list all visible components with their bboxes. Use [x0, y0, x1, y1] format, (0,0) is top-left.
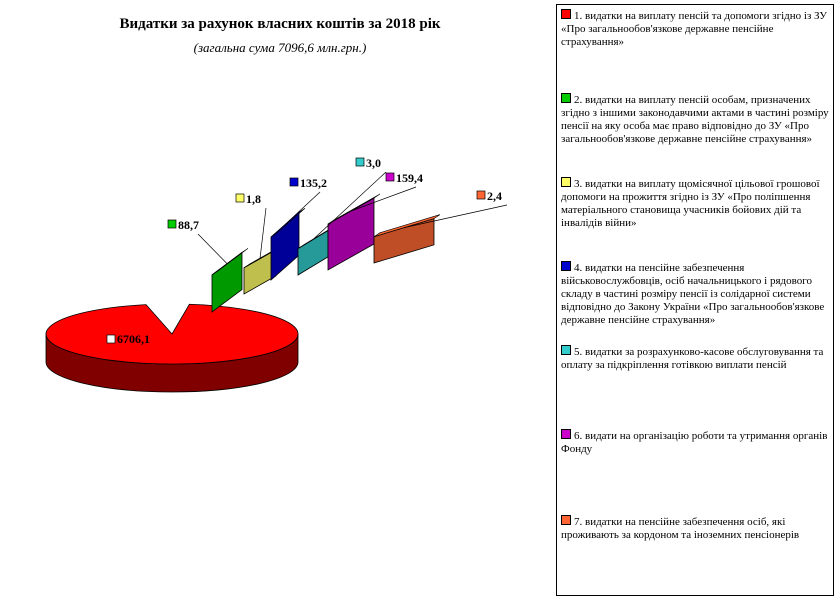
legend-item-4 — [561, 261, 831, 327]
legend-item-7 — [561, 515, 831, 542]
data-label-text: 159,4 — [396, 171, 423, 185]
legend-item-5 — [561, 345, 831, 372]
slice-4 — [271, 212, 299, 280]
legend-swatch — [561, 515, 571, 525]
data-label-swatch — [168, 220, 176, 228]
slice-2 — [212, 252, 242, 312]
data-label-swatch — [477, 191, 485, 199]
legend-swatch — [561, 345, 571, 355]
chart-title: Видатки за рахунок власних коштів за 2018 рік — [119, 16, 441, 32]
legend-item-6 — [561, 429, 831, 456]
data-label-text: 88,7 — [178, 218, 199, 232]
chart-subtitle: (загальна сума 7096,6 млн.грн.) — [193, 40, 367, 55]
slice-1 — [46, 304, 298, 364]
data-label-text: 135,2 — [300, 176, 327, 190]
slice-6 — [328, 198, 374, 270]
legend-label: 6. видати на організацію роботи та утримання органів Фонду — [561, 430, 828, 455]
legend-label: 2. видатки на виплату пенсій особам, призначених згідно з іншими законодавчими актами в частині розміру пенсії на яку особа має право відповідно до ЗУ «Про загальнообов'язкове державне пенсійне страхування» — [561, 94, 829, 145]
data-label-4 — [285, 176, 327, 225]
legend-swatch — [561, 9, 571, 19]
legend — [556, 4, 834, 596]
legend-item-3 — [561, 177, 831, 230]
data-label-3 — [236, 192, 266, 259]
legend-label: 7. видатки на пенсійне забезпечення осіб, які проживають за кордоном та іноземних пенсіонерів — [561, 516, 800, 541]
data-label-swatch — [236, 194, 244, 202]
legend-item-2 — [561, 93, 831, 146]
legend-label: 5. видатки за розрахунково-касове обслуговування та оплату за підкріплення готівкою виплати пенсій — [561, 346, 824, 371]
data-label-swatch — [356, 158, 364, 166]
slice-main-group — [46, 304, 298, 392]
slice-5 — [298, 230, 328, 275]
data-label-swatch — [386, 173, 394, 181]
slice-6-group — [328, 194, 380, 270]
data-label-2 — [168, 218, 227, 264]
legend-swatch — [561, 261, 571, 271]
data-label-text: 1,8 — [246, 192, 261, 206]
legend-label: 3. видатки на виплату щомісячної цільової грошової допомоги на прожиття згідно із ЗУ «Про поліпшення матеріального становища учасників бойових дій та інвалідів війни» — [561, 178, 820, 229]
data-label-swatch — [290, 178, 298, 186]
legend-swatch — [561, 429, 571, 439]
legend-label: 4. видатки на пенсійне забезпечення військовослужбовців, осіб начальницького і рядового складу в частині розміру пенсії із солідарної системи відповідно до Закону України «Про загальнообов'язкове державне пенсійне страхування» — [561, 262, 825, 326]
legend-item-1 — [561, 9, 831, 49]
data-label-text: 6706,1 — [117, 332, 150, 346]
slice-2-group — [212, 248, 248, 312]
legend-label: 1. видатки на виплату пенсій та допомоги згідно із ЗУ «Про загальнообов'язкове державне пенсійне страхування» — [561, 10, 828, 48]
legend-swatch — [561, 177, 571, 187]
data-label-text: 2,4 — [487, 189, 502, 203]
data-label-swatch — [107, 335, 115, 343]
data-label-text: 3,0 — [366, 156, 381, 170]
legend-swatch — [561, 93, 571, 103]
